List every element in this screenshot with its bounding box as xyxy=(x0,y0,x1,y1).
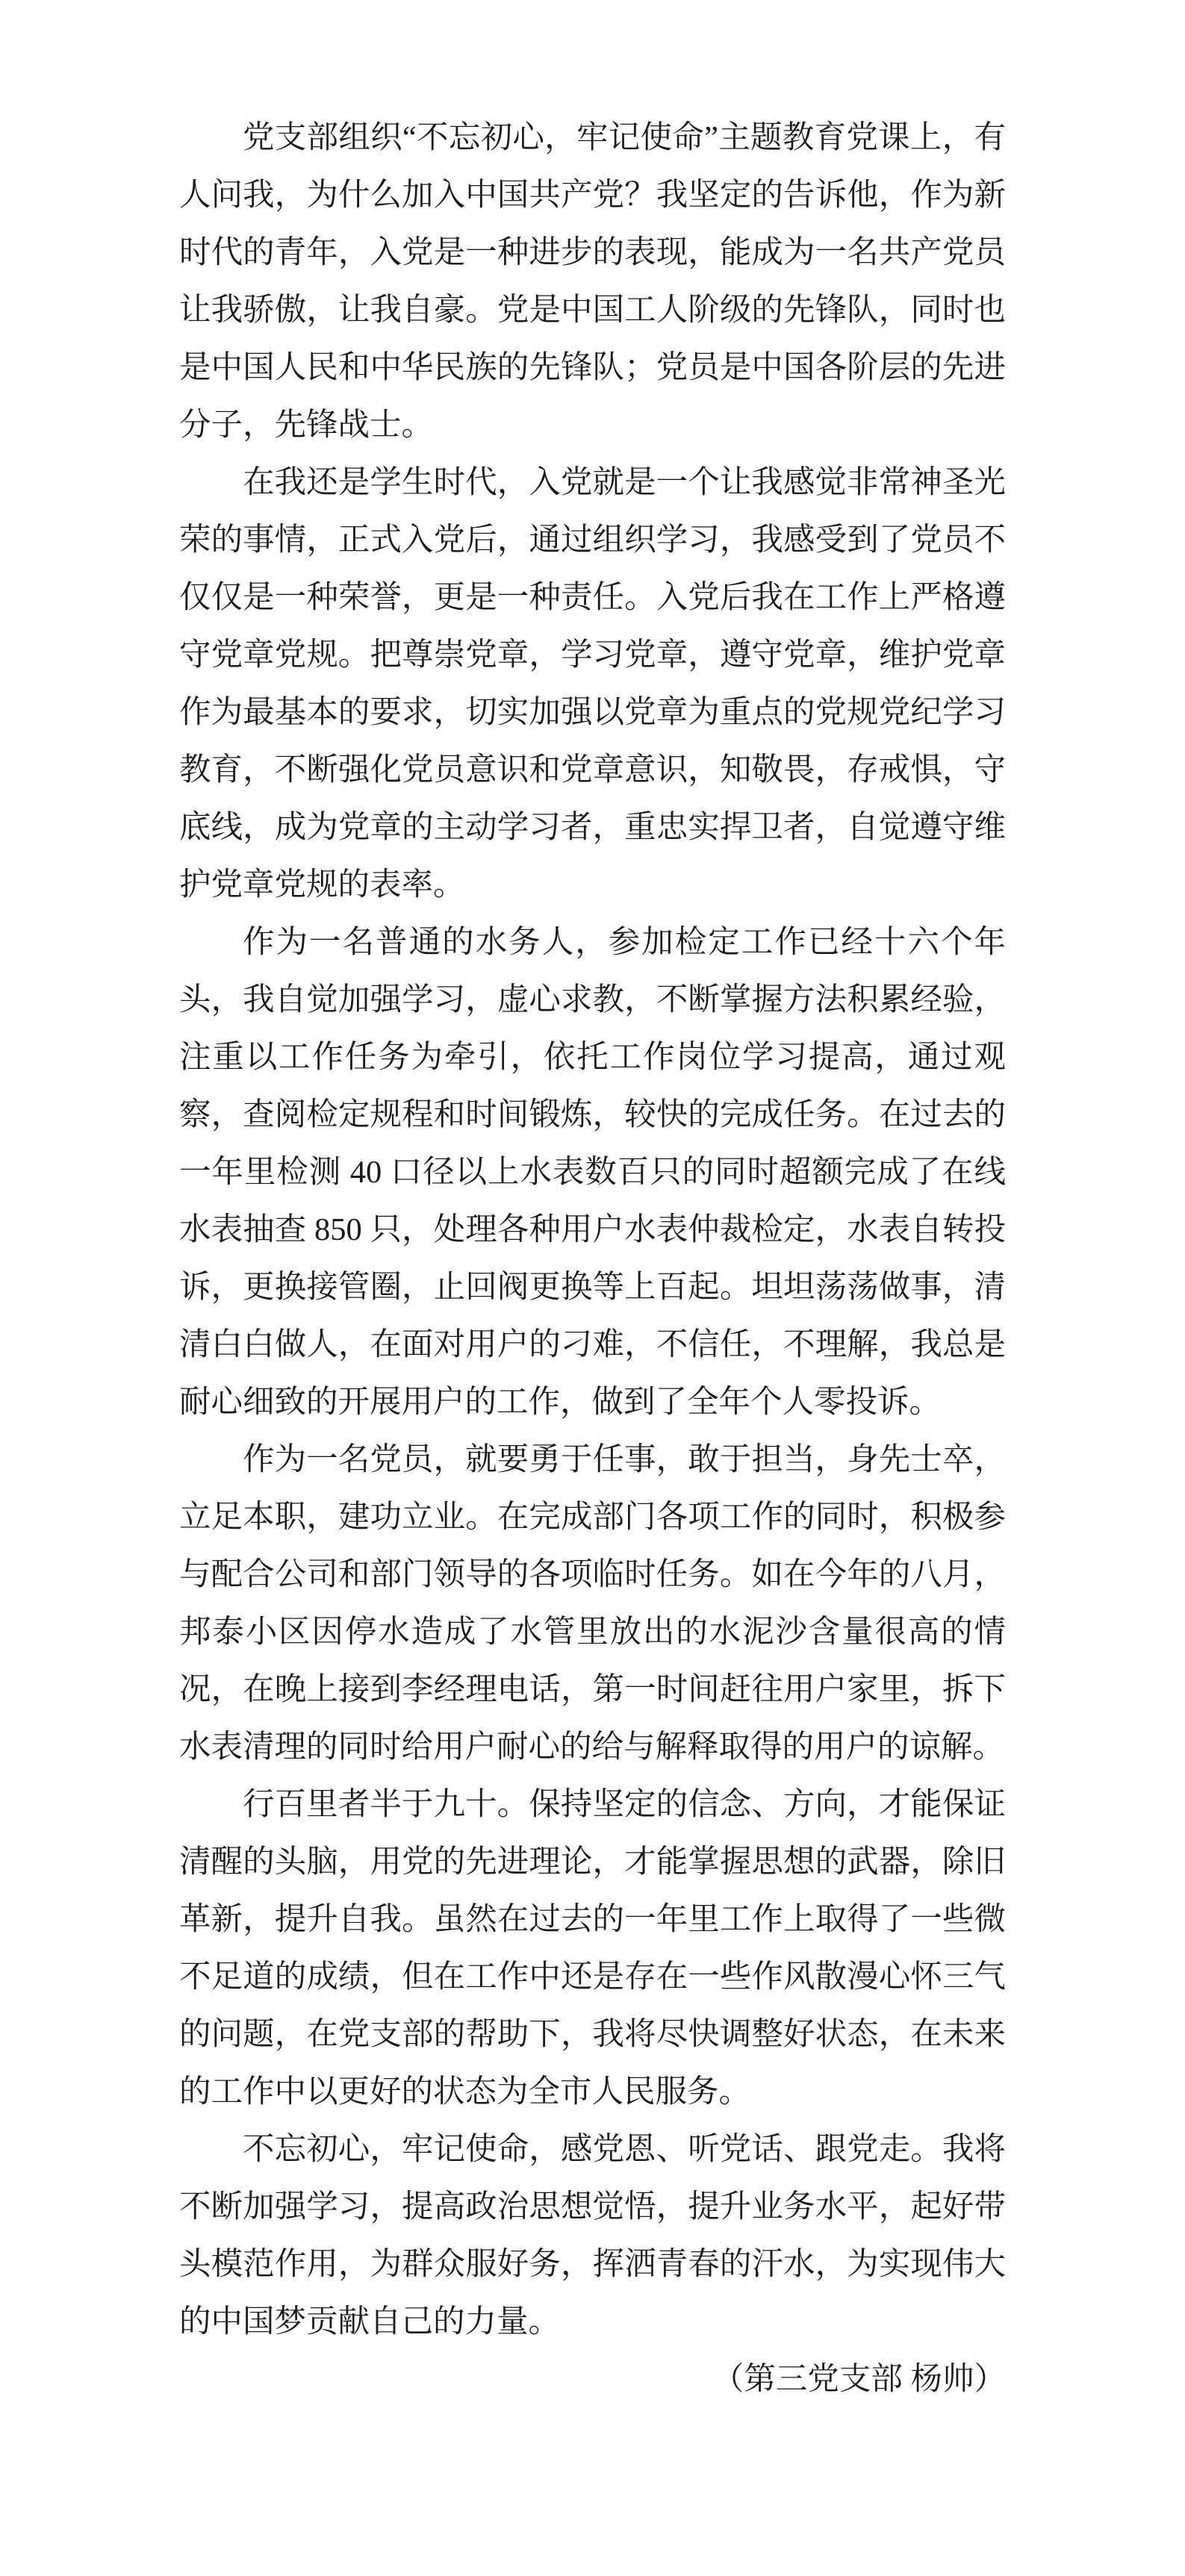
paragraph-3: 作为一名普通的水务人，参加检定工作已经十六个年头，我自觉加强学习，虚心求教，不断掌握方法积累经验，注重以工作任务为牵引，依托工作岗位学习提高，通过观察，查阅检定规程和时间锻炼，较快的完成任务。在过去的一年里检测 40 口径以上水表数百只的同时超额完成了在线水表抽查 850 只，处理各种用户水表仲裁检定，水表自转投诉，更换接管圈，止回阀更换等上百起。坦坦荡荡做事，清清白白做人，在面对用户的刁难，不信任，不理解，我总是耐心细致的开展用户的工作，做到了全年个人零投诉。 xyxy=(179,925,1006,1420)
paragraph-5: 行百里者半于九十。保持坚定的信念、方向，才能保证清醒的头脑，用党的先进理论，才能掌握思想的武器，除旧革新，提升自我。虽然在过去的一年里工作上取得了一些微不足道的成绩，但在工作中还是存在一些作风散漫心怀三气的问题，在党支部的帮助下，我将尽快调整好状态，在未来的工作中以更好的状态为全市人民服务。 xyxy=(179,1787,1006,2109)
paragraph-4: 作为一名党员，就要勇于任事，敢于担当，身先士卒，立足本职，建功立业。在完成部门各项工作的同时，积极参与配合公司和部门领导的各项临时任务。如在今年的八月，邦泰小区因停水造成了水管里放出的水泥沙含量很高的情况，在晚上接到李经理电话，第一时间赶往用户家里，拆下水表清理的同时给用户耐心的给与解释取得的用户的谅解。 xyxy=(179,1442,1006,1765)
document-body xyxy=(179,109,1006,2408)
paragraph-6: 不忘初心，牢记使命，感党恩、听党话、跟党走。我将不断加强学习，提高政治思想觉悟，提升业务水平，起好带头模范作用，为群众服好务，挥洒青春的汗水，为实现伟大的中国梦贡献自己的力量。 xyxy=(179,2132,1006,2339)
paragraph-1: 党支部组织“不忘初心，牢记使命”主题教育党课上，有人问我，为什么加入中国共产党？我坚定的告诉他，作为新时代的青年，入党是一种进步的表现，能成为一名共产党员让我骄傲，让我自豪。党是中国工人阶级的先锋队，同时也是中国人民和中华民族的先锋队；党员是中国各阶层的先进分子，先锋战士。 xyxy=(179,120,1006,443)
paragraph-2: 在我还是学生时代，入党就是一个让我感觉非常神圣光荣的事情，正式入党后，通过组织学习，我感受到了党员不仅仅是一种荣誉，更是一种责任。入党后我在工作上严格遵守党章党规。把尊崇党章，学习党章，遵守党章，维护党章作为最基本的要求，切实加强以党章为重点的党规党纪学习教育，不断强化党员意识和党章意识，知敬畏，存戒惧，守底线，成为党章的主动学习者，重忠实捍卫者，自觉遵守维护党章党规的表率。 xyxy=(179,465,1006,902)
signature: （第三党支部 杨帅） xyxy=(712,2362,1006,2397)
